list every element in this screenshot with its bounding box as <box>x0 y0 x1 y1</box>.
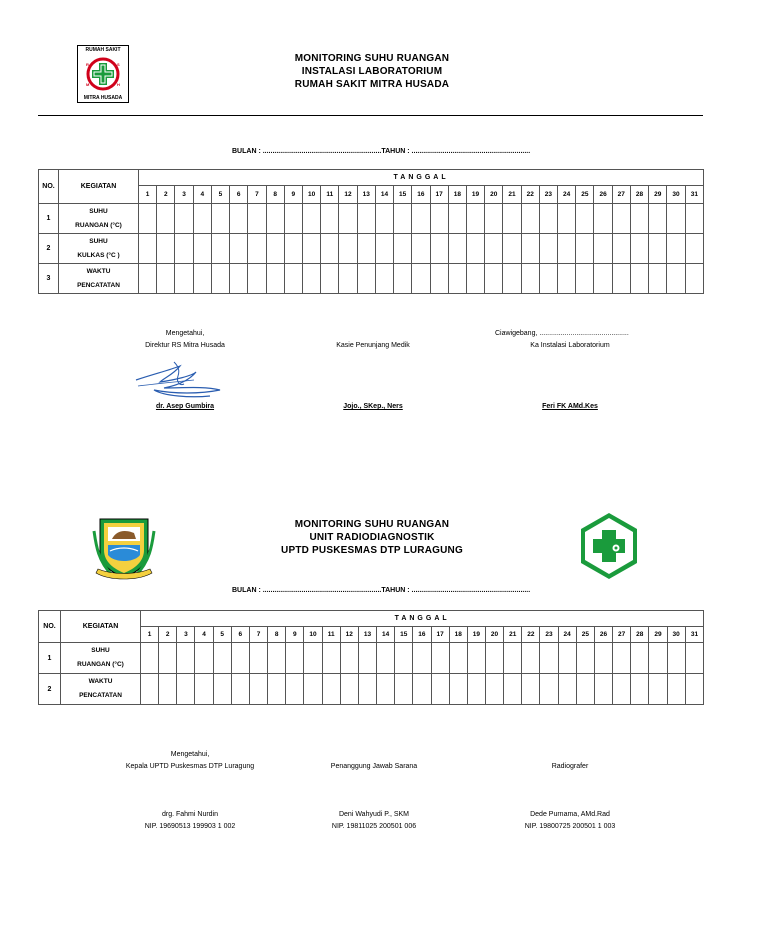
logo-top-text: RUMAH SAKIT <box>85 47 121 53</box>
logo-letter-r: R <box>86 62 89 67</box>
day-header-1: 1 <box>141 627 159 643</box>
day-header-26: 26 <box>594 627 612 643</box>
entry-cell-day-8[interactable] <box>266 204 284 234</box>
entry-cell-day-5[interactable] <box>211 264 229 294</box>
col-header-date-group: TANGGAL <box>139 170 704 186</box>
entry-cell-day-26[interactable] <box>594 674 612 705</box>
director-signature <box>134 356 226 402</box>
entry-cell-day-28[interactable] <box>630 264 648 294</box>
entry-cell-day-18[interactable] <box>448 204 466 234</box>
day-header-30: 30 <box>667 186 685 204</box>
entry-cell-day-4[interactable] <box>193 204 211 234</box>
entry-cell-day-17[interactable] <box>431 643 449 674</box>
entry-cell-day-13[interactable] <box>357 204 375 234</box>
form1-sig-middle-name: Jojo., SKep., Ners <box>343 403 403 410</box>
entry-cell-day-20[interactable] <box>485 674 503 705</box>
entry-cell-day-15[interactable] <box>394 234 412 264</box>
day-header-7: 7 <box>249 627 267 643</box>
entry-cell-day-25[interactable] <box>576 643 594 674</box>
entry-cell-day-21[interactable] <box>503 234 521 264</box>
entry-cell-day-1[interactable] <box>139 204 157 234</box>
entry-cell-day-6[interactable] <box>230 234 248 264</box>
row-activity-line-2: RUANGAN (°C) <box>75 221 122 229</box>
entry-cell-day-12[interactable] <box>340 674 358 705</box>
entry-cell-day-9[interactable] <box>284 204 302 234</box>
row-activity <box>59 234 139 264</box>
row-activity <box>61 643 141 674</box>
form2-title <box>232 518 512 557</box>
form2-period-line: BULAN : .............................................................TAHUN : ............................................................. <box>232 587 531 594</box>
regency-emblem <box>90 515 158 581</box>
entry-cell-day-3[interactable] <box>175 234 193 264</box>
entry-cell-day-19[interactable] <box>466 234 484 264</box>
entry-cell-day-1[interactable] <box>139 264 157 294</box>
entry-cell-day-31[interactable] <box>685 264 704 294</box>
day-header-21: 21 <box>504 627 522 643</box>
entry-cell-day-22[interactable] <box>521 264 539 294</box>
entry-cell-day-6[interactable] <box>231 643 249 674</box>
day-header-28: 28 <box>631 627 649 643</box>
entry-cell-day-6[interactable] <box>230 204 248 234</box>
entry-cell-day-1[interactable] <box>141 674 159 705</box>
form1-sig-middle-role: Kasie Penunjang Medik <box>336 342 410 349</box>
header-divider <box>38 115 703 116</box>
entry-cell-day-19[interactable] <box>466 264 484 294</box>
entry-cell-day-21[interactable] <box>504 643 522 674</box>
day-header-23: 23 <box>540 627 558 643</box>
entry-cell-day-30[interactable] <box>667 264 685 294</box>
logo-bottom-text: MITRA HUSADA <box>83 95 123 101</box>
day-header-8: 8 <box>268 627 286 643</box>
entry-cell-day-24[interactable] <box>558 674 576 705</box>
entry-cell-day-15[interactable] <box>394 264 412 294</box>
entry-cell-day-13[interactable] <box>358 674 376 705</box>
form2-sig-left-heading: Mengetahui, <box>170 751 210 758</box>
day-header-29: 29 <box>649 627 667 643</box>
entry-cell-day-27[interactable] <box>612 204 630 234</box>
day-header-6: 6 <box>231 627 249 643</box>
entry-cell-day-14[interactable] <box>375 204 393 234</box>
day-header-20: 20 <box>485 186 503 204</box>
entry-cell-day-27[interactable] <box>613 674 631 705</box>
entry-cell-day-22[interactable] <box>521 234 539 264</box>
entry-cell-day-4[interactable] <box>195 643 213 674</box>
col-header-no: NO. <box>39 611 61 643</box>
day-header-12: 12 <box>339 186 357 204</box>
logo-letter-s: S <box>117 62 120 67</box>
day-header-22: 22 <box>521 186 539 204</box>
entry-cell-day-27[interactable] <box>613 643 631 674</box>
form1-sig-right-name: Feri FK AMd.Kes <box>542 403 598 410</box>
entry-cell-day-28[interactable] <box>631 674 649 705</box>
entry-cell-day-5[interactable] <box>213 674 231 705</box>
table-row <box>39 204 704 234</box>
form1-sig-left-heading: Mengetahui, <box>165 330 205 337</box>
form2-sig-middle-nip: NIP. 19811025 200501 006 <box>331 823 417 830</box>
table-row <box>39 674 704 705</box>
puskesmas-logo <box>578 511 640 581</box>
entry-cell-day-27[interactable] <box>612 234 630 264</box>
day-header-11: 11 <box>321 186 339 204</box>
entry-cell-day-23[interactable] <box>539 264 557 294</box>
entry-cell-day-17[interactable] <box>430 204 448 234</box>
signature-scribble-icon <box>134 356 226 402</box>
entry-cell-day-15[interactable] <box>395 643 413 674</box>
entry-cell-day-20[interactable] <box>485 234 503 264</box>
entry-cell-day-1[interactable] <box>141 643 159 674</box>
day-header-2: 2 <box>157 186 175 204</box>
entry-cell-day-13[interactable] <box>357 234 375 264</box>
day-header-25: 25 <box>576 627 594 643</box>
entry-cell-day-14[interactable] <box>375 264 393 294</box>
kuningan-regency-emblem-icon <box>90 515 158 581</box>
entry-cell-day-15[interactable] <box>395 674 413 705</box>
entry-cell-day-15[interactable] <box>394 204 412 234</box>
entry-cell-day-11[interactable] <box>322 674 340 705</box>
entry-cell-day-4[interactable] <box>193 264 211 294</box>
entry-cell-day-24[interactable] <box>558 264 576 294</box>
entry-cell-day-3[interactable] <box>175 204 193 234</box>
entry-cell-day-9[interactable] <box>284 234 302 264</box>
row-number: 2 <box>39 234 59 264</box>
day-header-10: 10 <box>304 627 322 643</box>
entry-cell-day-25[interactable] <box>576 204 594 234</box>
entry-cell-day-30[interactable] <box>667 234 685 264</box>
entry-cell-day-3[interactable] <box>175 264 193 294</box>
row-activity-line-2: KULKAS (°C ) <box>77 251 120 259</box>
row-activity-line-2: PENCATATAN <box>77 281 120 289</box>
day-header-13: 13 <box>357 186 375 204</box>
day-header-18: 18 <box>448 186 466 204</box>
day-header-10: 10 <box>302 186 320 204</box>
entry-cell-day-20[interactable] <box>485 204 503 234</box>
entry-cell-day-19[interactable] <box>467 643 485 674</box>
entry-cell-day-11[interactable] <box>321 204 339 234</box>
hospital-logo <box>77 45 129 103</box>
form1-sig-left-role: Direktur RS Mitra Husada <box>145 342 225 349</box>
entry-cell-day-3[interactable] <box>177 674 195 705</box>
form1-sig-left-name: dr. Asep Gumbira <box>155 403 215 410</box>
day-header-11: 11 <box>322 627 340 643</box>
day-header-28: 28 <box>630 186 648 204</box>
entry-cell-day-22[interactable] <box>522 643 540 674</box>
day-header-29: 29 <box>649 186 667 204</box>
entry-cell-day-21[interactable] <box>503 204 521 234</box>
day-header-24: 24 <box>558 627 576 643</box>
entry-cell-day-8[interactable] <box>268 674 286 705</box>
entry-cell-day-7[interactable] <box>248 234 266 264</box>
entry-cell-day-2[interactable] <box>157 264 175 294</box>
entry-cell-day-7[interactable] <box>248 264 266 294</box>
entry-cell-day-16[interactable] <box>412 234 430 264</box>
form1-monitoring-table <box>38 169 704 294</box>
entry-cell-day-16[interactable] <box>413 643 431 674</box>
form1-title <box>232 52 512 91</box>
entry-cell-day-31[interactable] <box>685 643 704 674</box>
day-header-31: 31 <box>685 627 704 643</box>
row-number: 2 <box>39 674 61 705</box>
entry-cell-day-29[interactable] <box>649 204 667 234</box>
day-header-16: 16 <box>413 627 431 643</box>
entry-cell-day-11[interactable] <box>321 264 339 294</box>
table-row <box>39 643 704 674</box>
entry-cell-day-20[interactable] <box>485 643 503 674</box>
form1-title-line-2: INSTALASI LABORATORIUM <box>301 66 443 77</box>
day-header-20: 20 <box>485 627 503 643</box>
entry-cell-day-8[interactable] <box>266 234 284 264</box>
day-header-14: 14 <box>375 186 393 204</box>
entry-cell-day-6[interactable] <box>231 674 249 705</box>
entry-cell-day-29[interactable] <box>649 643 667 674</box>
day-header-30: 30 <box>667 627 685 643</box>
entry-cell-day-7[interactable] <box>248 204 266 234</box>
day-header-24: 24 <box>558 186 576 204</box>
form2-sig-right-role: Radiografer <box>551 763 589 770</box>
entry-cell-day-5[interactable] <box>211 234 229 264</box>
col-header-no: NO. <box>39 170 59 204</box>
form2-title-line-1: MONITORING SUHU RUANGAN <box>294 519 450 530</box>
entry-cell-day-25[interactable] <box>576 234 594 264</box>
day-header-12: 12 <box>340 627 358 643</box>
day-header-16: 16 <box>412 186 430 204</box>
entry-cell-day-14[interactable] <box>377 674 395 705</box>
entry-cell-day-22[interactable] <box>521 204 539 234</box>
entry-cell-day-24[interactable] <box>558 234 576 264</box>
entry-cell-day-9[interactable] <box>284 264 302 294</box>
entry-cell-day-13[interactable] <box>357 264 375 294</box>
col-header-date-group: TANGGAL <box>141 611 704 627</box>
day-header-19: 19 <box>466 186 484 204</box>
entry-cell-day-14[interactable] <box>375 234 393 264</box>
day-header-5: 5 <box>211 186 229 204</box>
entry-cell-day-30[interactable] <box>667 643 685 674</box>
entry-cell-day-10[interactable] <box>302 204 320 234</box>
row-activity <box>61 674 141 705</box>
entry-cell-day-12[interactable] <box>339 204 357 234</box>
form2-title-line-2: UNIT RADIODIAGNOSTIK <box>309 532 435 543</box>
row-number: 1 <box>39 643 61 674</box>
form2-sig-middle-role: Penanggung Jawab Sarana <box>330 763 418 770</box>
day-header-7: 7 <box>248 186 266 204</box>
day-header-17: 17 <box>430 186 448 204</box>
entry-cell-day-2[interactable] <box>159 674 177 705</box>
logo-letter-h: H <box>117 82 120 87</box>
entry-cell-day-9[interactable] <box>286 674 304 705</box>
row-activity-line-1: SUHU <box>89 207 108 215</box>
entry-cell-day-23[interactable] <box>540 674 558 705</box>
row-activity-line-1: SUHU <box>89 237 108 245</box>
entry-cell-day-8[interactable] <box>266 264 284 294</box>
day-header-6: 6 <box>230 186 248 204</box>
entry-cell-day-19[interactable] <box>466 204 484 234</box>
form1-period-line: BULAN : .............................................................TAHUN : ............................................................. <box>232 148 531 155</box>
day-header-15: 15 <box>395 627 413 643</box>
entry-cell-day-5[interactable] <box>213 643 231 674</box>
form1-sig-right-role: Ka Instalasi Laboratorium <box>530 342 610 349</box>
entry-cell-day-4[interactable] <box>195 674 213 705</box>
table-row <box>39 264 704 294</box>
entry-cell-day-2[interactable] <box>157 204 175 234</box>
day-header-19: 19 <box>467 627 485 643</box>
entry-cell-day-30[interactable] <box>667 204 685 234</box>
form2-title-line-3: UPTD PUSKESMAS DTP LURAGUNG <box>281 545 463 556</box>
entry-cell-day-20[interactable] <box>485 264 503 294</box>
entry-cell-day-11[interactable] <box>322 643 340 674</box>
row-activity <box>59 204 139 234</box>
day-header-26: 26 <box>594 186 612 204</box>
entry-cell-day-29[interactable] <box>649 264 667 294</box>
entry-cell-day-12[interactable] <box>340 643 358 674</box>
day-header-9: 9 <box>284 186 302 204</box>
row-activity <box>59 264 139 294</box>
day-header-3: 3 <box>177 627 195 643</box>
row-activity-line-2: RUANGAN (°C) <box>77 661 124 668</box>
entry-cell-day-14[interactable] <box>377 643 395 674</box>
entry-cell-day-12[interactable] <box>339 264 357 294</box>
entry-cell-day-16[interactable] <box>412 204 430 234</box>
day-header-17: 17 <box>431 627 449 643</box>
entry-cell-day-26[interactable] <box>594 234 612 264</box>
entry-cell-day-24[interactable] <box>558 643 576 674</box>
entry-cell-day-5[interactable] <box>211 204 229 234</box>
entry-cell-day-29[interactable] <box>649 674 667 705</box>
entry-cell-day-31[interactable] <box>685 234 704 264</box>
row-activity-line-1: SUHU <box>91 647 110 654</box>
entry-cell-day-19[interactable] <box>467 674 485 705</box>
entry-cell-day-21[interactable] <box>503 264 521 294</box>
day-header-31: 31 <box>685 186 704 204</box>
day-header-13: 13 <box>358 627 376 643</box>
entry-cell-day-6[interactable] <box>230 264 248 294</box>
entry-cell-day-24[interactable] <box>558 204 576 234</box>
entry-cell-day-4[interactable] <box>193 234 211 264</box>
day-header-8: 8 <box>266 186 284 204</box>
entry-cell-day-23[interactable] <box>539 204 557 234</box>
form2-sig-left-nip: NIP. 19690513 199903 1 002 <box>144 823 236 830</box>
entry-cell-day-26[interactable] <box>594 643 612 674</box>
entry-cell-day-17[interactable] <box>431 674 449 705</box>
form2-sig-middle-name: Deni Wahyudi P., SKM <box>338 811 410 818</box>
entry-cell-day-21[interactable] <box>504 674 522 705</box>
entry-cell-day-8[interactable] <box>268 643 286 674</box>
entry-cell-day-17[interactable] <box>430 264 448 294</box>
form2-sig-right-nip: NIP. 19800725 200501 1 003 <box>524 823 616 830</box>
day-header-21: 21 <box>503 186 521 204</box>
entry-cell-day-25[interactable] <box>576 674 594 705</box>
day-header-4: 4 <box>193 186 211 204</box>
entry-cell-day-31[interactable] <box>685 674 704 705</box>
entry-cell-day-23[interactable] <box>539 234 557 264</box>
col-header-activity: KEGIATAN <box>59 170 139 204</box>
day-header-15: 15 <box>394 186 412 204</box>
day-header-2: 2 <box>159 627 177 643</box>
row-activity-line-1: WAKTU <box>86 267 111 275</box>
entry-cell-day-3[interactable] <box>177 643 195 674</box>
entry-cell-day-16[interactable] <box>412 264 430 294</box>
form1-sig-right-place-date: Ciawigebang, .............................................. <box>495 330 629 337</box>
day-header-14: 14 <box>377 627 395 643</box>
entry-cell-day-18[interactable] <box>449 643 467 674</box>
entry-cell-day-2[interactable] <box>159 643 177 674</box>
entry-cell-day-13[interactable] <box>358 643 376 674</box>
entry-cell-day-28[interactable] <box>630 204 648 234</box>
form2-sig-left-name: drg. Fahmi Nurdin <box>161 811 219 818</box>
day-header-27: 27 <box>612 186 630 204</box>
entry-cell-day-10[interactable] <box>302 264 320 294</box>
entry-cell-day-28[interactable] <box>630 234 648 264</box>
form2-sig-left-role: Kepala UPTD Puskesmas DTP Luragung <box>125 763 255 770</box>
entry-cell-day-10[interactable] <box>304 674 322 705</box>
table-row <box>39 234 704 264</box>
day-header-4: 4 <box>195 627 213 643</box>
entry-cell-day-11[interactable] <box>321 234 339 264</box>
entry-cell-day-1[interactable] <box>139 234 157 264</box>
entry-cell-day-10[interactable] <box>302 234 320 264</box>
logo-letter-m: M <box>86 82 90 87</box>
day-header-3: 3 <box>175 186 193 204</box>
row-number: 3 <box>39 264 59 294</box>
form1-title-line-1: MONITORING SUHU RUANGAN <box>294 53 450 64</box>
day-header-1: 1 <box>139 186 157 204</box>
form1-title-line-3: RUMAH SAKIT MITRA HUSADA <box>294 79 450 90</box>
entry-cell-day-23[interactable] <box>540 643 558 674</box>
entry-cell-day-7[interactable] <box>249 643 267 674</box>
puskesmas-hexagon-cross-icon <box>578 511 640 581</box>
row-activity-line-1: WAKTU <box>88 678 113 685</box>
day-header-27: 27 <box>613 627 631 643</box>
day-header-23: 23 <box>539 186 557 204</box>
day-header-22: 22 <box>522 627 540 643</box>
entry-cell-day-2[interactable] <box>157 234 175 264</box>
entry-cell-day-9[interactable] <box>286 643 304 674</box>
entry-cell-day-31[interactable] <box>685 204 704 234</box>
entry-cell-day-10[interactable] <box>304 643 322 674</box>
day-header-9: 9 <box>286 627 304 643</box>
form2-monitoring-table <box>38 610 704 705</box>
entry-cell-day-17[interactable] <box>430 234 448 264</box>
entry-cell-day-25[interactable] <box>576 264 594 294</box>
entry-cell-day-28[interactable] <box>631 643 649 674</box>
entry-cell-day-7[interactable] <box>249 674 267 705</box>
entry-cell-day-29[interactable] <box>649 234 667 264</box>
row-activity-line-2: PENCATATAN <box>79 692 122 699</box>
entry-cell-day-18[interactable] <box>448 234 466 264</box>
entry-cell-day-18[interactable] <box>448 264 466 294</box>
entry-cell-day-16[interactable] <box>413 674 431 705</box>
col-header-activity: KEGIATAN <box>61 611 141 643</box>
entry-cell-day-26[interactable] <box>594 204 612 234</box>
day-header-5: 5 <box>213 627 231 643</box>
entry-cell-day-12[interactable] <box>339 234 357 264</box>
entry-cell-day-26[interactable] <box>594 264 612 294</box>
entry-cell-day-22[interactable] <box>522 674 540 705</box>
row-number: 1 <box>39 204 59 234</box>
entry-cell-day-30[interactable] <box>667 674 685 705</box>
entry-cell-day-27[interactable] <box>612 264 630 294</box>
day-header-25: 25 <box>576 186 594 204</box>
entry-cell-day-18[interactable] <box>449 674 467 705</box>
day-header-18: 18 <box>449 627 467 643</box>
form2-sig-right-name: Dede Purnama, AMd.Rad <box>530 811 610 818</box>
